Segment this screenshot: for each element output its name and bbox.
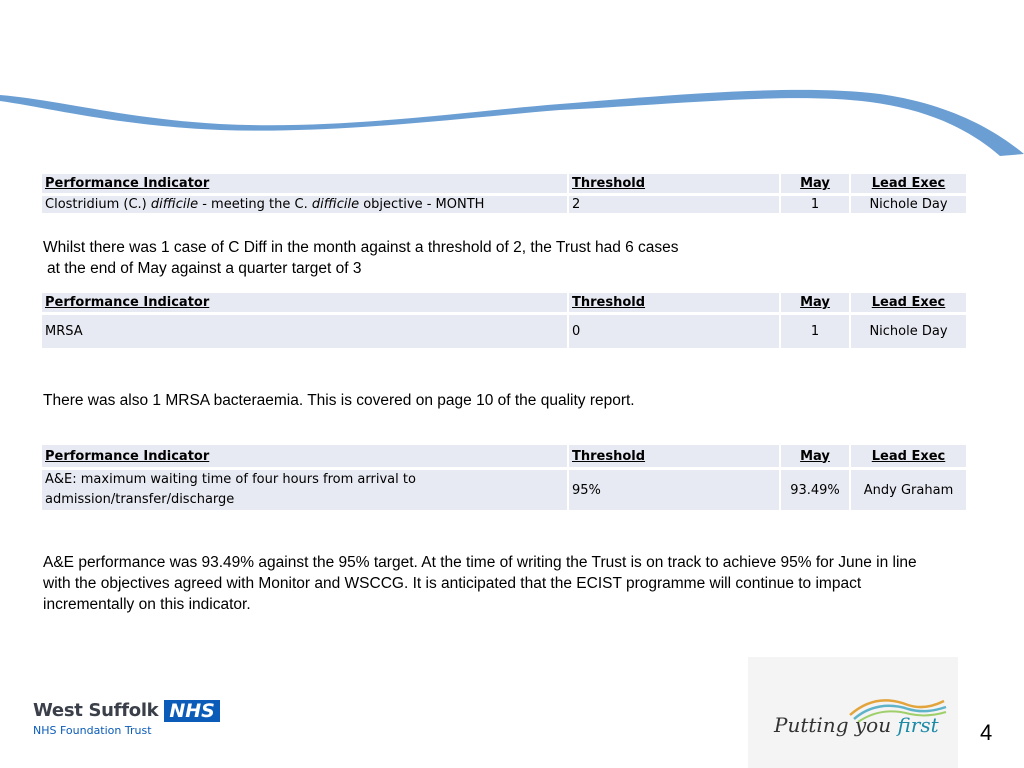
header-indicator: Performance Indicator	[42, 174, 568, 195]
header-may: May	[780, 174, 850, 195]
trust-logo	[33, 700, 220, 737]
header-may: May	[780, 445, 850, 469]
cell-indicator: MRSA	[42, 314, 568, 350]
cell-lead: Andy Graham	[850, 469, 966, 512]
header-wave	[0, 0, 1024, 160]
header-lead: Lead Exec	[850, 174, 966, 195]
header-lead: Lead Exec	[850, 293, 966, 314]
header-threshold: Threshold	[568, 293, 780, 314]
header-lead: Lead Exec	[850, 445, 966, 469]
header-threshold: Threshold	[568, 445, 780, 469]
header-threshold: Threshold	[568, 174, 780, 195]
cell-may: 93.49%	[780, 469, 850, 512]
cdiff-commentary: Whilst there was 1 case of C Diff in the month against a threshold of 2, the Trust had 6 cases at the end of May against a quarter target of 3	[43, 239, 679, 277]
table-row	[42, 314, 966, 350]
table-header-row	[42, 293, 966, 314]
table-header-row	[42, 445, 966, 469]
cell-threshold: 2	[568, 195, 780, 215]
header-indicator: Performance Indicator	[42, 445, 568, 469]
cell-may: 1	[780, 195, 850, 215]
header-indicator: Performance Indicator	[42, 293, 568, 314]
cell-indicator: Clostridium (C.) difficile - meeting the C. difficile objective - MONTH	[42, 195, 568, 215]
cell-may: 1	[780, 314, 850, 350]
kpi-table-mrsa	[42, 293, 966, 351]
nhs-logo-icon: NHS	[164, 700, 220, 722]
table-row	[42, 469, 966, 512]
tagline-text: Putting you first	[774, 713, 939, 737]
kpi-table-ae	[42, 445, 966, 513]
mrsa-commentary: There was also 1 MRSA bacteraemia. This is covered on page 10 of the quality report.	[43, 392, 635, 409]
cell-threshold: 95%	[568, 469, 780, 512]
cell-lead: Nichole Day	[850, 314, 966, 350]
page-number: 4	[980, 720, 993, 745]
kpi-table-cdiff	[42, 174, 966, 216]
cell-indicator: A&E: maximum waiting time of four hours from arrival to admission/transfer/discharge	[42, 469, 568, 512]
logo-subtitle: NHS Foundation Trust	[33, 724, 152, 737]
table-row	[42, 195, 966, 215]
cell-threshold: 0	[568, 314, 780, 350]
header-may: May	[780, 293, 850, 314]
tagline-logo	[748, 657, 958, 768]
logo-org-name: West Suffolk	[33, 700, 159, 721]
cell-lead: Nichole Day	[850, 195, 966, 215]
ae-commentary: A&E performance was 93.49% against the 95% target. At the time of writing the Trust is on track to achieve 95% for June in line with the objectives agreed with Monitor and WSCCG. It is anticipated that the ECIST programme will continue to impact incrementally on this indicator.	[43, 554, 917, 613]
table-header-row	[42, 174, 966, 195]
